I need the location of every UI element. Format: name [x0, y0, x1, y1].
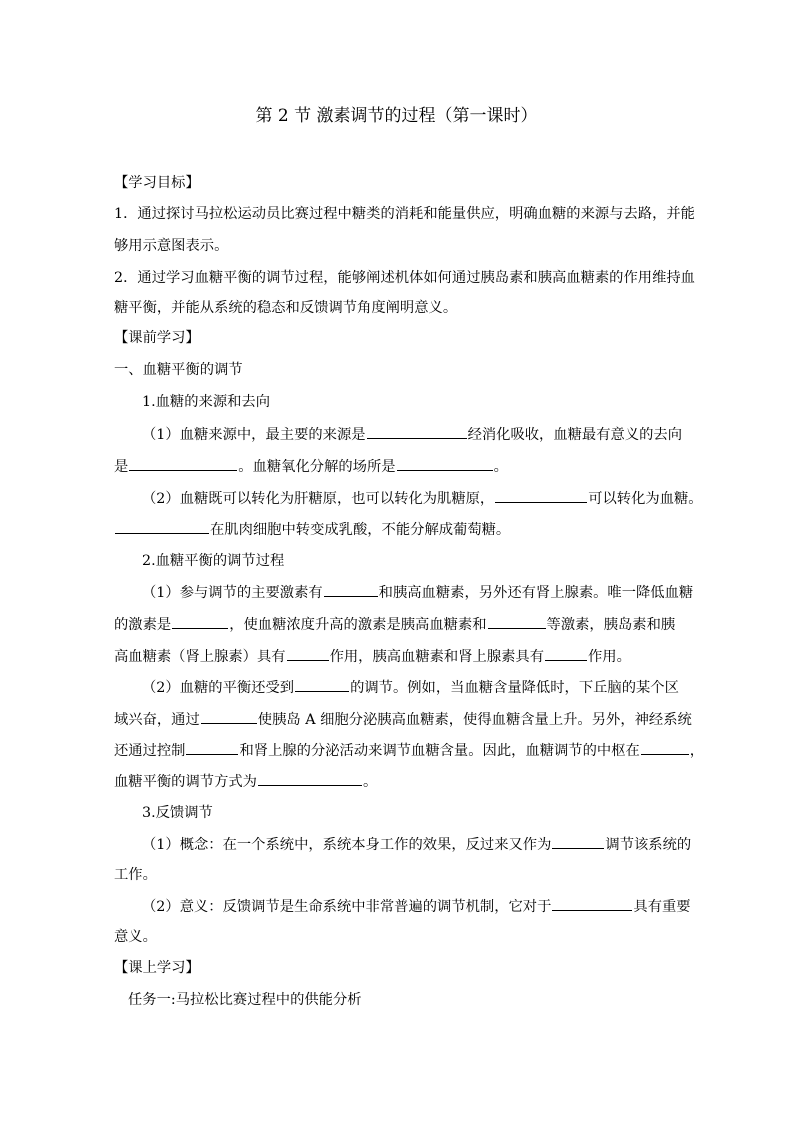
- s1-p1-text-c: 是: [114, 459, 129, 475]
- s1-p2-text-a: （2）血糖既可以转化为肝糖原，也可以转化为肌糖原，: [142, 491, 495, 507]
- blank-main-hormone[interactable]: [324, 582, 378, 597]
- in-class-heading: 【课上学习】: [114, 960, 200, 976]
- s2-paragraph-1-line-2: [114, 614, 675, 635]
- s3-p2-text-b: 具有重要: [633, 899, 691, 915]
- s2-paragraph-2-line-2: [114, 709, 692, 730]
- s2-p2-text-h: 血糖平衡的调节方式为: [114, 774, 257, 790]
- s2-p2-text-i: 。: [362, 774, 378, 790]
- s3-paragraph-1-line-2: 工作。: [114, 867, 157, 883]
- s3-p2-text-a: （2）意义：反馈调节是生命系统中非常普遍的调节机制，它对于: [142, 899, 552, 915]
- goal-1-line-1: 1．通过探讨马拉松运动员比赛过程中糖类的消耗和能量供应，明确血糖的来源与去路，并能: [114, 206, 695, 222]
- s2-paragraph-1-line-3: [114, 646, 631, 667]
- s2-p2-text-d: 使胰岛 A 细胞分泌胰高血糖素，使得血糖含量上升。另外，神经系统: [257, 712, 692, 728]
- s2-p2-text-b: 的调节。例如，当血糖含量降低时，下丘脑的某个区: [350, 680, 679, 696]
- s2-p1-text-a: （1）参与调节的主要激素有: [142, 585, 323, 601]
- s2-p1-text-c: 的激素是: [114, 617, 172, 633]
- s3-paragraph-2-line-2: 意义。: [114, 929, 157, 945]
- s2-p2-text-c: 域兴奋，通过: [114, 712, 200, 728]
- s1-p2-text-b: 可以转化为血糖。: [588, 491, 703, 507]
- blank-regulation-type[interactable]: [295, 677, 349, 692]
- s1-paragraph-2-line-1: [142, 488, 703, 509]
- s1-paragraph-1-line-1: [142, 424, 682, 445]
- blank-raising-hormone[interactable]: [488, 614, 546, 629]
- s2-p1-text-e: 等激素，胰岛素和胰: [546, 617, 676, 633]
- s1-p1-text-b: 经消化吸收，血糖最有意义的去向: [467, 427, 683, 443]
- subsection-3-heading: 3.反馈调节: [142, 805, 213, 821]
- blank-synergistic-effect[interactable]: [545, 646, 587, 661]
- subsection-1-heading: 1.血糖的来源和去向: [142, 394, 271, 410]
- blank-controlled-gland[interactable]: [186, 740, 238, 755]
- s2-p1-text-d: ，使血糖浓度升高的激素是胰高血糖素和: [229, 617, 487, 633]
- blank-blood-sugar-destination[interactable]: [129, 456, 237, 471]
- s2-p2-text-e: 还通过控制: [114, 743, 186, 759]
- s3-paragraph-1-line-1: [142, 834, 691, 855]
- blank-oxidation-site[interactable]: [397, 456, 493, 471]
- blank-regulation-center[interactable]: [641, 740, 689, 755]
- s3-paragraph-2-line-1: [142, 896, 691, 917]
- s1-p1-text-a: （1）血糖来源中，最主要的来源是: [142, 427, 366, 443]
- subsection-2-heading: 2.血糖平衡的调节过程: [142, 553, 285, 569]
- s1-p1-text-d: 。血糖氧化分解的场所是: [238, 459, 396, 475]
- blank-muscle-glycogen[interactable]: [115, 519, 209, 534]
- blank-nerve-pathway[interactable]: [201, 709, 257, 724]
- s2-paragraph-1-line-1: [142, 582, 693, 603]
- s3-p1-text-a: （1）概念：在一个系统中，系统本身工作的效果，反过来又作为: [142, 837, 552, 853]
- pre-class-heading: 【课前学习】: [114, 330, 200, 346]
- blank-main-blood-sugar-source[interactable]: [367, 424, 467, 439]
- goal-2-line-2: 糖平衡，并能从系统的稳态和反馈调节角度阐明意义。: [114, 300, 458, 316]
- s1-paragraph-2-line-2: [114, 519, 510, 540]
- task-1-title: 任务一:马拉松比赛过程中的供能分析: [128, 992, 362, 1008]
- s2-paragraph-2-line-3: [114, 740, 704, 761]
- learning-goals-heading: 【学习目标】: [114, 175, 200, 191]
- goal-2-line-1: 2．通过学习血糖平衡的调节过程，能够阐述机体如何通过胰岛素和胰高血糖素的作用维持血: [114, 270, 695, 286]
- s1-p1-text-e: 。: [493, 459, 508, 475]
- s2-p1-text-h: 作用。: [588, 649, 631, 665]
- s2-p2-text-f: 和肾上腺的分泌活动来调节血糖含量。因此，血糖调节的中枢在: [239, 743, 640, 759]
- page-title: 第 2 节 激素调节的过程（第一课时）: [255, 106, 538, 126]
- s2-p1-text-b: 和胰高血糖素，另外还有肾上腺素。唯一降低血糖: [378, 585, 694, 601]
- goal-1-line-2: 够用示意图表示。: [114, 238, 229, 254]
- blank-lowering-hormone[interactable]: [172, 614, 228, 629]
- section-1-heading: 一、血糖平衡的调节: [114, 362, 243, 378]
- s1-paragraph-1-line-2: [114, 456, 508, 477]
- s2-p1-text-f: 高血糖素（肾上腺素）具有: [114, 649, 286, 665]
- blank-feedback-information[interactable]: [552, 834, 604, 849]
- blank-glycogen-to-blood-sugar[interactable]: [495, 488, 587, 503]
- s2-paragraph-2-line-4: [114, 771, 377, 792]
- blank-feedback-significance[interactable]: [552, 896, 632, 911]
- s3-p1-text-b: 调节该系统的: [605, 837, 692, 853]
- s1-p2-text-c: 在肌肉细胞中转变成乳酸，不能分解成葡萄糖。: [210, 522, 511, 538]
- s2-p2-text-a: （2）血糖的平衡还受到: [142, 680, 295, 696]
- s2-p1-text-g: 作用，胰高血糖素和肾上腺素具有: [329, 649, 545, 665]
- s2-p2-text-g: ，: [689, 743, 705, 759]
- s2-paragraph-2-line-1: [142, 677, 679, 698]
- blank-antagonistic-effect[interactable]: [287, 646, 329, 661]
- blank-regulation-mode[interactable]: [258, 771, 362, 786]
